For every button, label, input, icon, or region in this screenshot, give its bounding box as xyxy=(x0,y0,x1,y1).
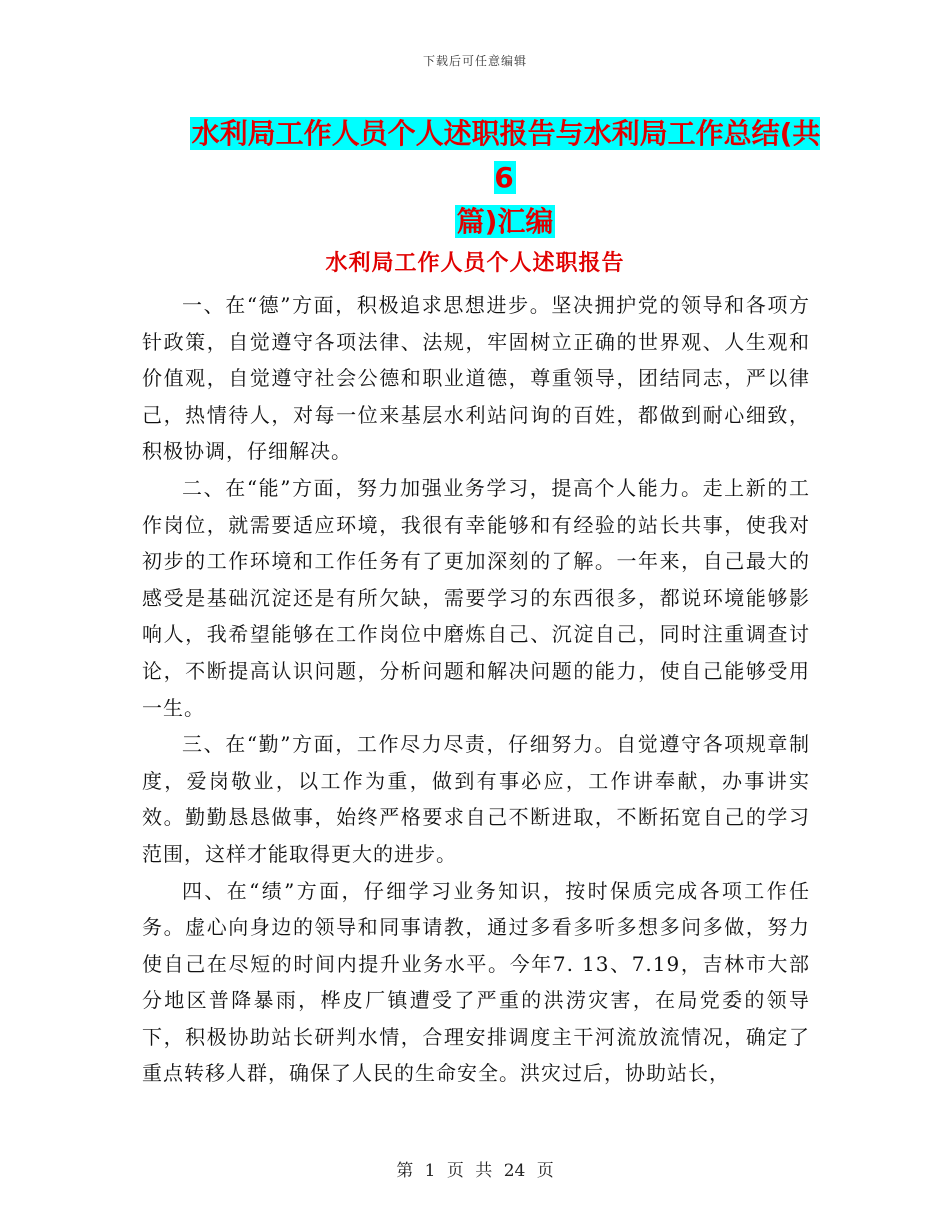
section-title: 水利局工作人员个人述职报告 xyxy=(325,251,625,276)
document-title xyxy=(185,112,825,244)
title-highlight-1: 水利局工作人员个人述职报告与水利局工作总结(共6 xyxy=(191,117,821,194)
paragraph-qin: 三、在“勤”方面，工作尽力尽责，仔细努力。自觉遵守各项规章制度，爱岗敬业，以工作为重，做到有事必应，工作讲奉献，办事讲实效。勤勤恳恳做事，始终严格要求自己不断进取，不断拓宽自己的学习范围，这样才能取得更大的进步。 xyxy=(142,732,810,866)
title-line-2 xyxy=(185,200,825,244)
title-highlight-2: 篇)汇编 xyxy=(456,205,554,238)
document-body xyxy=(142,287,810,1092)
paragraph-de: 一、在“德”方面，积极追求思想进步。坚决拥护党的领导和各项方针政策，自觉遵守各项法律、法规，牢固树立正确的世界观、人生观和价值观，自觉遵守社会公德和职业道德，尊重领导，团结同志，严以律己，热情待人，对每一位来基层水利站问询的百姓，都做到耐心细致，积极协调，仔细解决。 xyxy=(142,293,810,464)
header-note: 下载后可任意编辑 xyxy=(422,54,527,68)
paragraph-ji: 四、在“绩”方面，仔细学习业务知识，按时保质完成各项工作任务。虚心向身边的领导和同事请教，通过多看多听多想多问多做，努力使自己在尽短的时间内提升业务水平。今年7. 13、7.19，吉林市大部分地区普降暴雨，桦皮厂镇遭受了严重的洪涝灾害，在局党委的领导下，积极协助站长研判水情，合理安排调度主干河流放流情况，确定了重点转移人群，确保了人民的生命安全。洪灾过后，协助站长， xyxy=(142,878,810,1086)
paragraph-neng: 二、在“能”方面，努力加强业务学习，提高个人能力。走上新的工作岗位，就需要适应环境，我很有幸能够和有经验的站长共事，使我对初步的工作环境和工作任务有了更加深刻的了解。一年来，自己最大的感受是基础沉淀还是有所欠缺，需要学习的东西很多，都说环境能够影响人，我希望能够在工作岗位中磨炼自己、沉淀自己，同时注重调查讨论，不断提高认识问题，分析问题和解决问题的能力，使自己能够受用一生。 xyxy=(142,475,810,720)
title-line-1 xyxy=(185,112,825,200)
page-number-footer: 第 1 页 共 24 页 xyxy=(396,1161,554,1181)
